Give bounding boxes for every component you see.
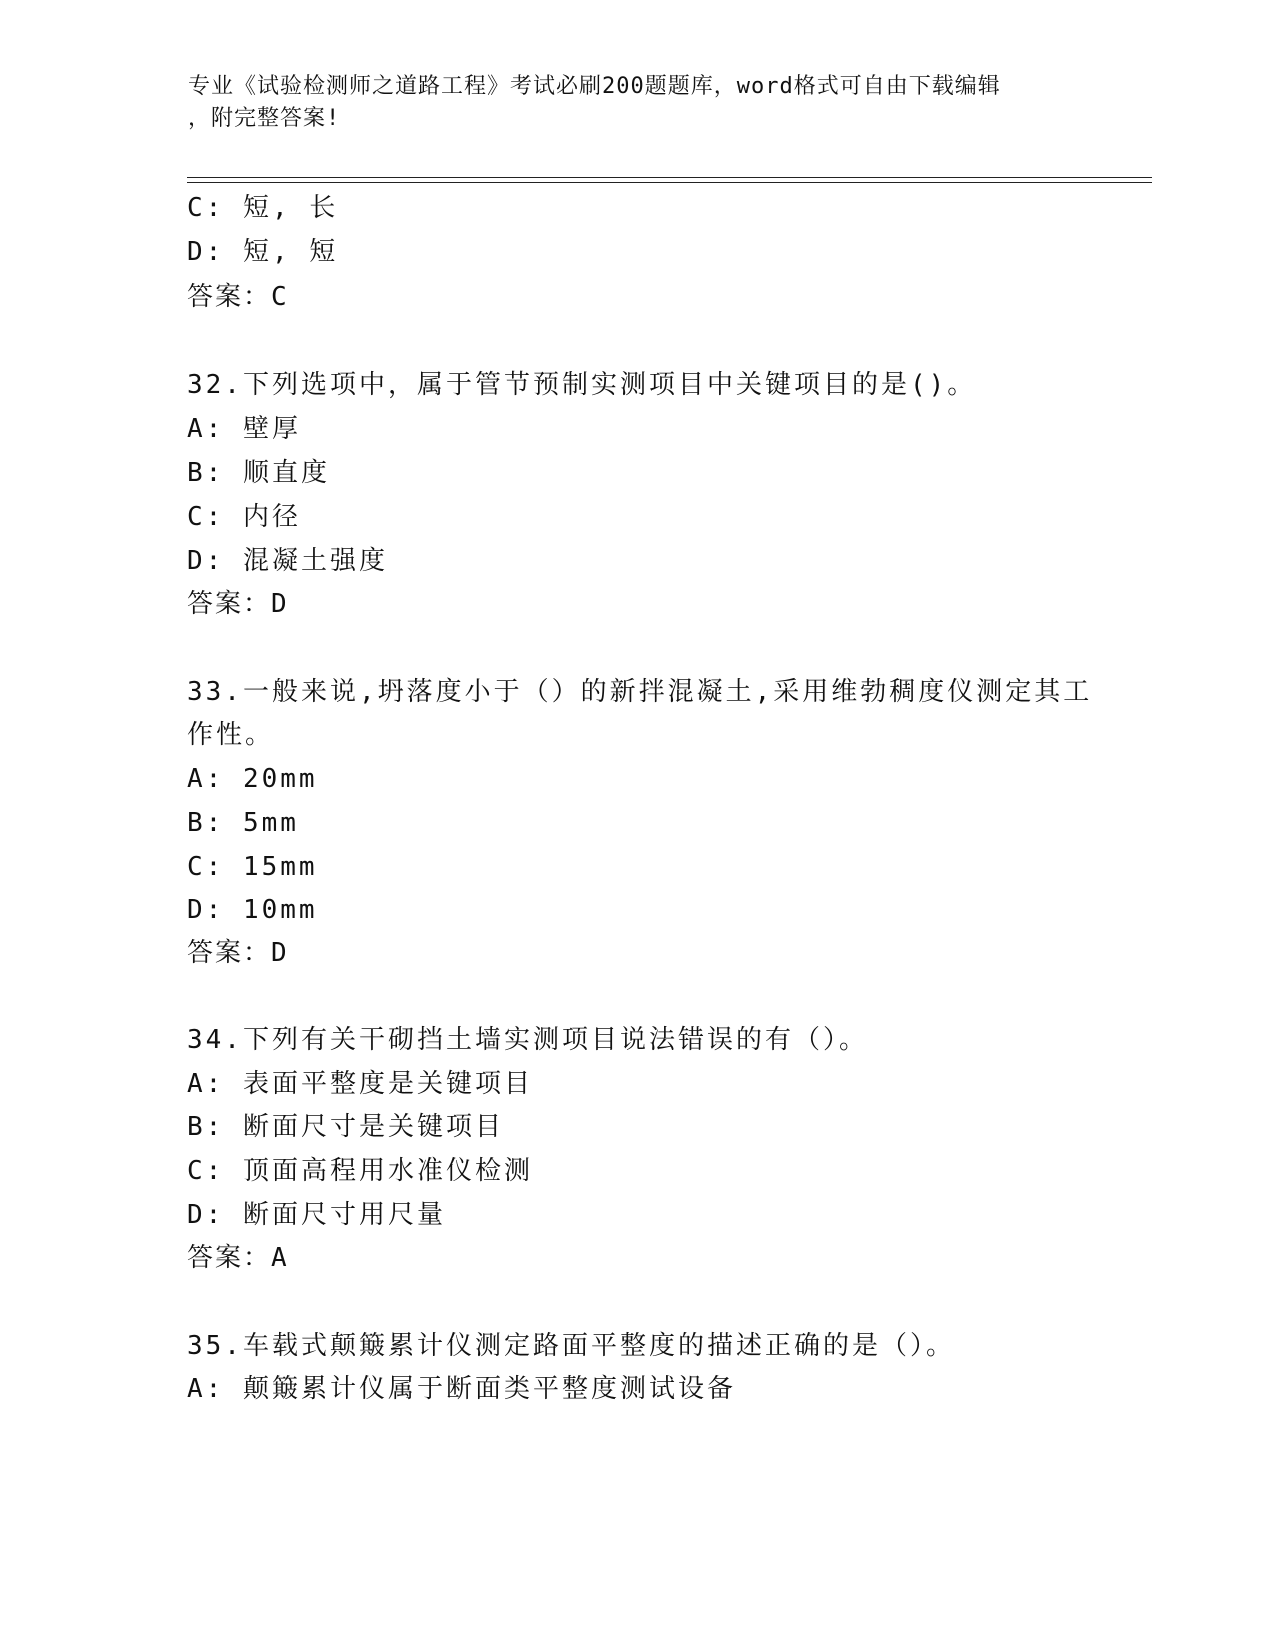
answer-label: 答案： xyxy=(187,589,272,619)
option-d: D: 混凝土强度 xyxy=(187,546,388,576)
answer-label: 答案： xyxy=(187,282,272,312)
option-b: B: 断面尺寸是关键项目 xyxy=(187,1112,504,1142)
option-a: A: 表面平整度是关键项目 xyxy=(187,1069,533,1099)
option-c: C: 顶面高程用水准仪检测 xyxy=(187,1156,533,1186)
answer-label: 答案： xyxy=(187,938,272,968)
answer-line xyxy=(187,936,289,970)
option-d: D: 断面尺寸用尺量 xyxy=(187,1200,446,1230)
question-stem: 32.下列选项中，属于管节预制实测项目中关键项目的是()。 xyxy=(187,370,977,400)
option-b: B: 5mm xyxy=(187,808,299,838)
option-b: B: 顺直度 xyxy=(187,458,330,488)
question-stem-line-2: 作性。 xyxy=(187,720,275,750)
header-title-line-1: 专业《试验检测师之道路工程》考试必刷200题题库，word格式可自由下载编辑 xyxy=(188,74,1001,99)
header-rule-top xyxy=(187,177,1152,178)
answer-line xyxy=(187,1241,289,1275)
header-rule-bottom xyxy=(187,182,1152,183)
question-stem: 35.车载式颠簸累计仪测定路面平整度的描述正确的是（）。 xyxy=(187,1331,955,1361)
question-stem-line-1: 33.一般来说,坍落度小于（）的新拌混凝土,采用维勃稠度仪测定其工 xyxy=(187,677,1093,707)
answer-value: D xyxy=(271,938,289,968)
answer-line xyxy=(187,280,289,314)
answer-label: 答案： xyxy=(187,1243,272,1273)
option-c: C: 内径 xyxy=(187,502,301,532)
question-stem: 34.下列有关干砌挡土墙实测项目说法错误的有（）。 xyxy=(187,1025,868,1055)
answer-value: A xyxy=(271,1243,289,1273)
option-c: C: 15mm xyxy=(187,852,318,882)
option-d: D: 10mm xyxy=(187,895,318,925)
answer-value: D xyxy=(271,589,289,619)
option-c: C: 短, 长 xyxy=(187,193,339,223)
answer-value: C xyxy=(271,282,289,312)
option-a: A: 壁厚 xyxy=(187,414,301,444)
header-title-line-2: ，附完整答案! xyxy=(188,106,341,131)
option-d: D: 短, 短 xyxy=(187,237,339,267)
option-a: A: 颠簸累计仪属于断面类平整度测试设备 xyxy=(187,1374,736,1404)
option-a: A: 20mm xyxy=(187,764,318,794)
answer-line xyxy=(187,587,289,621)
